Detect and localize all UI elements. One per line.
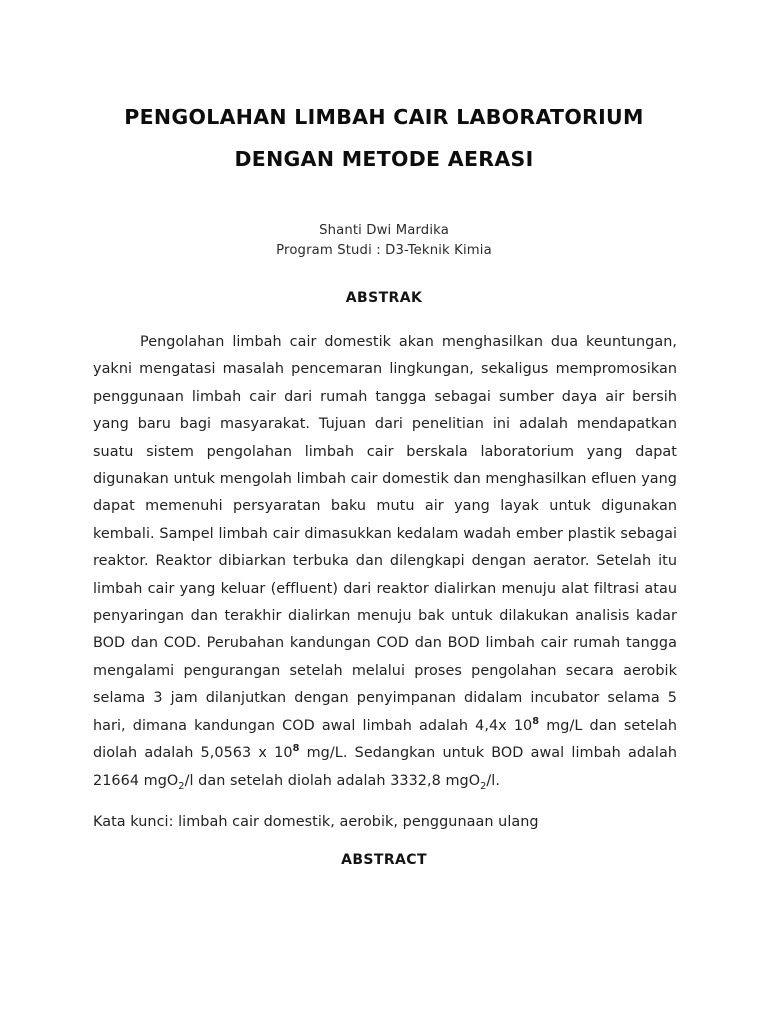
title-line-2: DENGAN METODE AERASI [234,147,534,171]
abstract-paragraph [93,329,677,795]
author-block [0,221,768,260]
superscript-exponent-2: 8 [292,743,300,755]
subscript-oxygen-1: 2 [178,780,185,792]
abstract-text-part-1: Pengolahan limbah cair domestik akan menghasilkan dua keuntungan, yakni mengatasi masalah pencemaran lingkungan, sekaligus mempromosikan penggunaan limbah cair dari rumah tangga sebagai sumber daya air bersih yang baru bagi masyarakat. Tujuan dari penelitian ini adalah mendapatkan suatu sistem pengolahan limbah cair berskala laboratorium yang dapat digunakan untuk mengolah limbah cair domestik dan menghasilkan efluen yang dapat memenuhi persyaratan baku mutu air yang layak untuk digunakan kembali. Sampel limbah cair dimasukkan kedalam wadah ember plastik sebagai reaktor. Reaktor dibiarkan terbuka dan dilengkapi dengan aerator. Setelah itu limbah cair yang keluar (effluent) dari reaktor dialirkan menuju alat filtrasi atau penyaringan dan terakhir dialirkan menuju bak untuk dilakukan analisis kadar BOD dan COD. Perubahan kandungan COD dan BOD limbah cair rumah tangga mengalami pengurangan setelah melalui proses pengolahan secara aerobik selama 3 jam dilanjutkan dengan penyimpanan didalam incubator selama 5 hari, dimana kandungan COD awal limbah adalah 4,4x 10 [93,334,677,734]
abstract-text-part-2: mg/L dan setelah diolah adalah 5,0563 x 10 [93,717,677,762]
keywords-line: Kata kunci: limbah cair domestik, aerobik, penggunaan ulang [93,814,539,830]
subscript-oxygen-2: 2 [480,780,487,792]
heading-abstract: ABSTRACT [341,852,427,868]
abstract-text-part-5: /l. [486,772,500,789]
author-program: Program Studi : D3-Teknik Kimia [276,242,492,258]
document-title [0,96,768,180]
abstract-text-part-4: /l dan setelah diolah adalah 3332,8 mgO [184,772,481,789]
title-line-1: PENGOLAHAN LIMBAH CAIR LABORATORIUM [124,105,644,129]
heading-abstrak: ABSTRAK [345,290,423,306]
abstract-body [93,329,677,795]
superscript-exponent-1: 8 [532,715,540,727]
abstract-text-part-3: mg/L. Sedangkan untuk BOD awal limbah adalah 21664 mgO [93,745,677,789]
author-name: Shanti Dwi Mardika [319,223,449,238]
